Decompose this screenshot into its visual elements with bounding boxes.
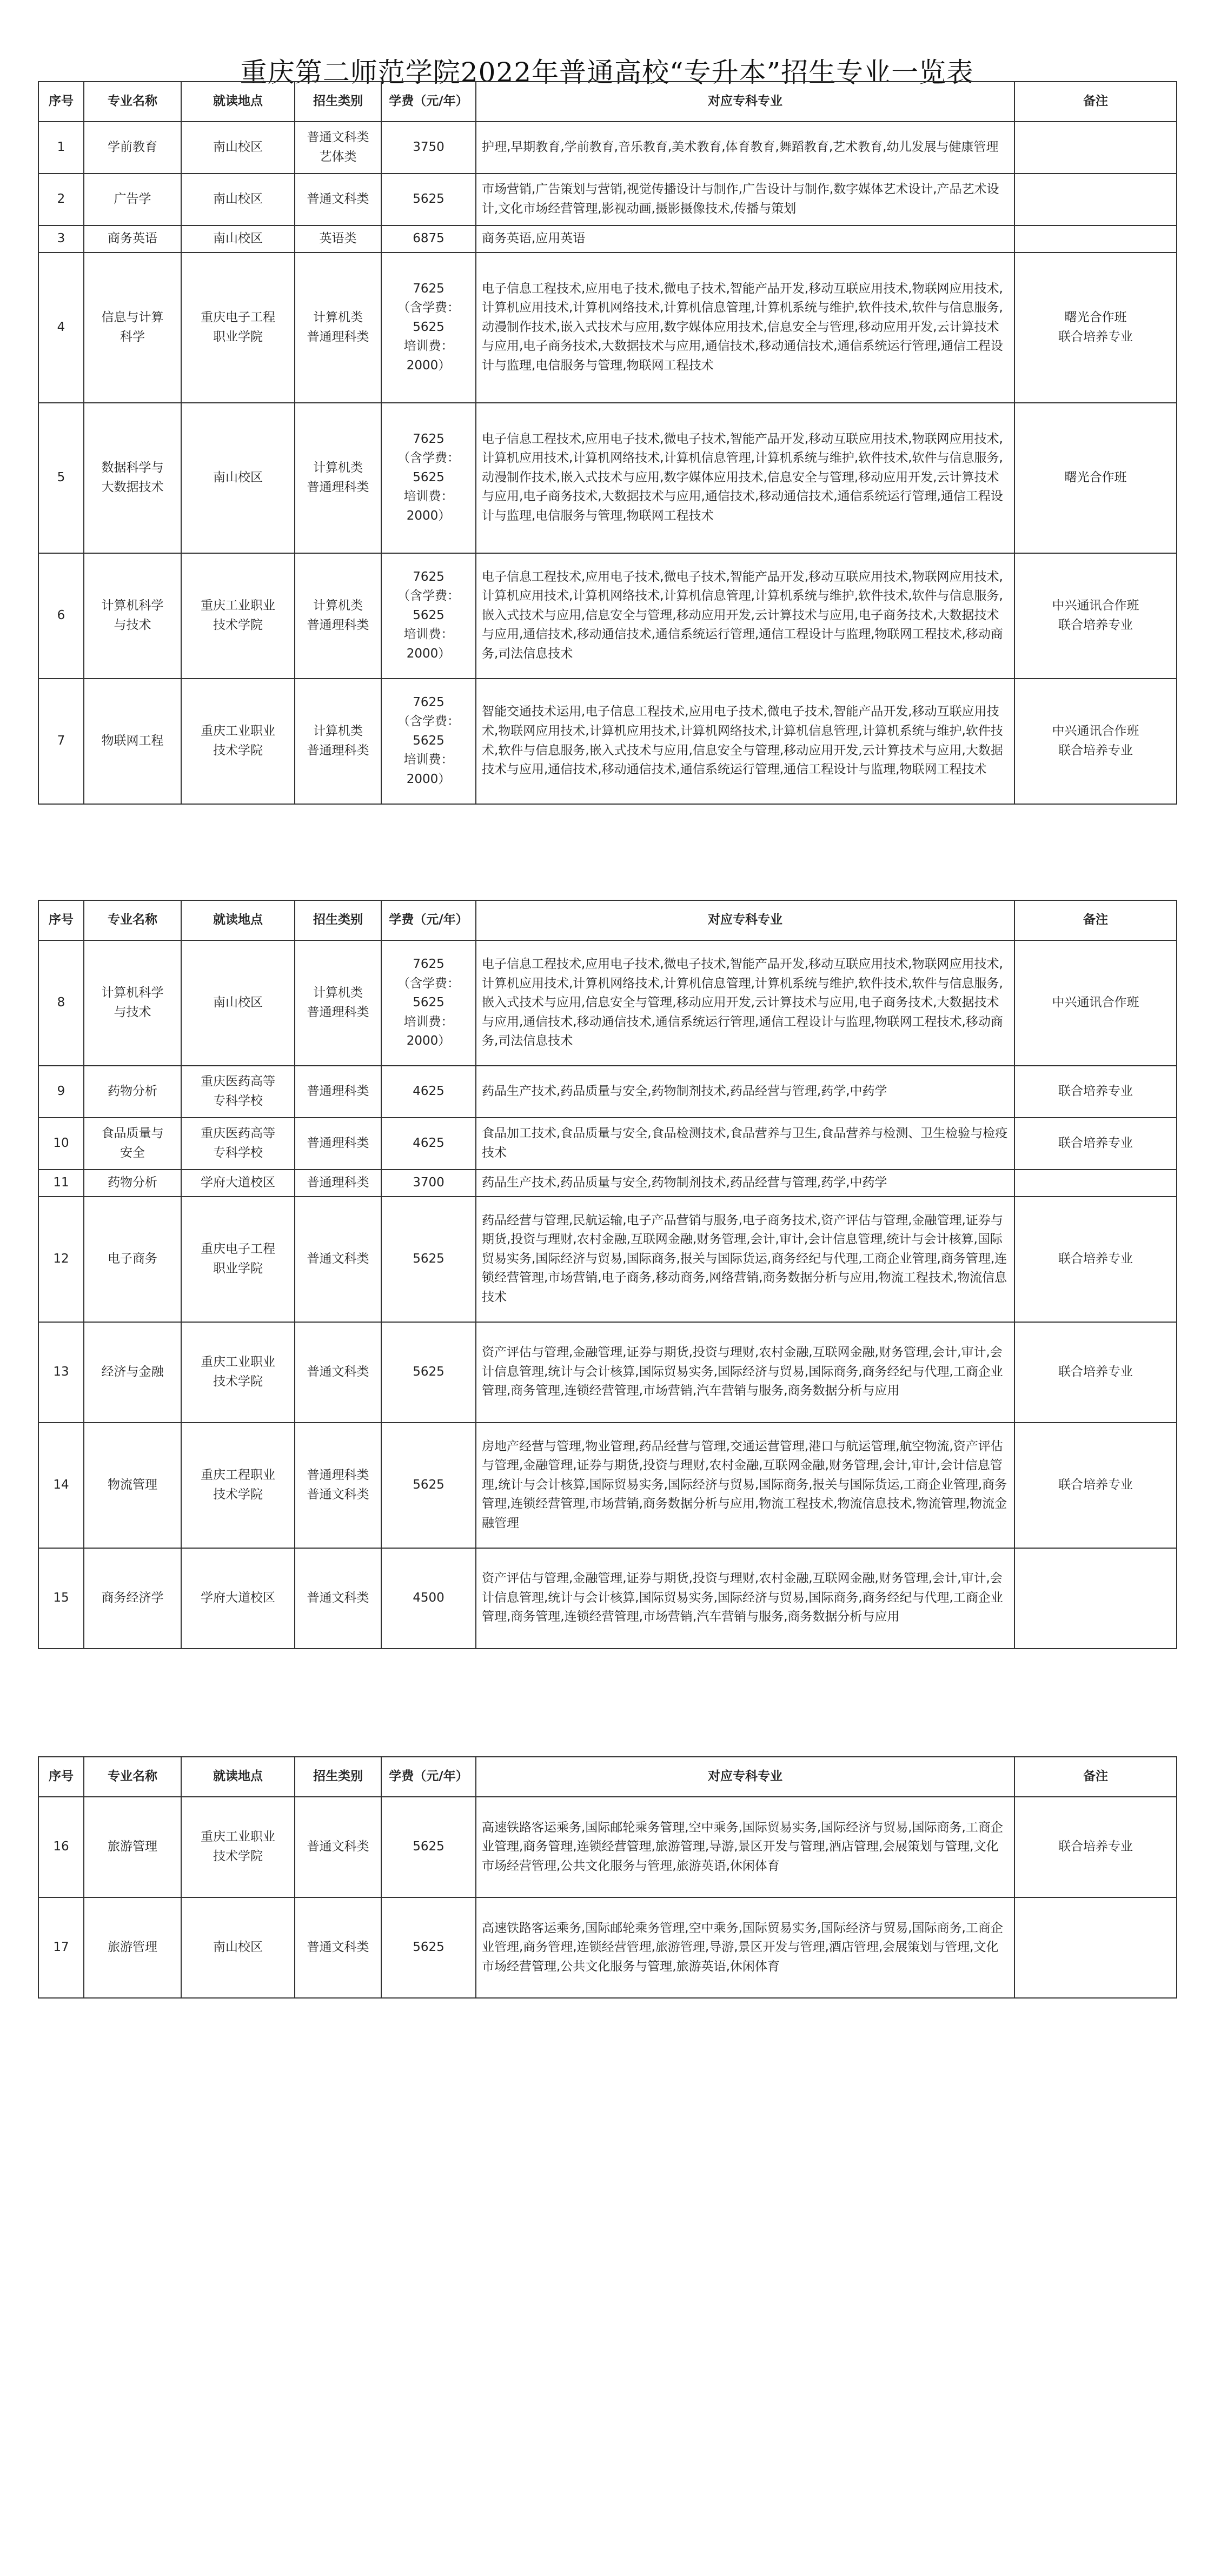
column-header: 序号 [38,1757,84,1797]
row-number: 17 [38,1897,84,1998]
tuition-fee: 5625 [381,1423,476,1548]
study-location: 学府大道校区 [181,1548,295,1649]
major-name: 药物分析 [84,1170,181,1197]
column-header: 招生类别 [295,900,381,940]
column-header: 对应专科专业 [476,1757,1014,1797]
major-name: 食品质量与 安全 [84,1118,181,1170]
study-location: 南山校区 [181,122,295,174]
table-row [38,1170,1177,1197]
remarks: 联合培养专业 [1014,1066,1177,1118]
corresponding-majors: 护理,早期教育,学前教育,音乐教育,美术教育,体育教育,舞蹈教育,艺术教育,幼儿发展与健康管理 [476,122,1014,174]
major-name: 旅游管理 [84,1897,181,1998]
study-location: 南山校区 [181,940,295,1066]
study-location: 南山校区 [181,225,295,253]
remarks: 中兴通讯合作班 联合培养专业 [1014,553,1177,679]
remarks [1014,174,1177,225]
tuition-fee: 7625 （含学费：5625 培训费：2000） [381,679,476,804]
table-row [38,1118,1177,1170]
tuition-fee: 5625 [381,174,476,225]
corresponding-majors: 商务英语,应用英语 [476,225,1014,253]
column-header: 序号 [38,82,84,122]
row-number: 1 [38,122,84,174]
column-header: 备注 [1014,82,1177,122]
enrollment-category: 普通理科类 普通文科类 [295,1423,381,1548]
table-row [38,174,1177,225]
major-name: 经济与金融 [84,1322,181,1423]
enrollment-category: 普通文科类 [295,1322,381,1423]
corresponding-majors: 电子信息工程技术,应用电子技术,微电子技术,智能产品开发,移动互联应用技术,物联网应用技术,计算机应用技术,计算机网络技术,计算机信息管理,计算机系统与维护,软件技术,软件与信息服务,嵌入式技术与应用,信息安全与管理,移动应用开发,云计算技术与应用,电子商务技术,大数据技术与应用,通信技术,移动通信技术,通信系统运行管理,通信工程设计与监理,物联网工程技术,移动商务,司法信息技术 [476,553,1014,679]
table-header-row [38,900,1177,940]
row-number: 10 [38,1118,84,1170]
remarks: 联合培养专业 [1014,1322,1177,1423]
remarks [1014,1897,1177,1998]
corresponding-majors: 资产评估与管理,金融管理,证券与期货,投资与理财,农村金融,互联网金融,财务管理,会计,审计,会计信息管理,统计与会计核算,国际贸易实务,国际经济与贸易,国际商务,商务经纪与代理,工商企业管理,商务管理,连锁经营管理,市场营销,汽车营销与服务,商务数据分析与应用 [476,1548,1014,1649]
study-location: 重庆工程职业 技术学院 [181,1423,295,1548]
row-number: 5 [38,403,84,553]
enrollment-category: 普通文科类 [295,174,381,225]
table-header-row [38,1757,1177,1797]
remarks [1014,122,1177,174]
enrollment-category: 计算机类 普通理科类 [295,403,381,553]
table-row [38,122,1177,174]
table-row [38,1797,1177,1897]
table-row [38,1548,1177,1649]
tuition-fee: 4500 [381,1548,476,1649]
column-header: 专业名称 [84,1757,181,1797]
column-header: 备注 [1014,900,1177,940]
study-location: 重庆电子工程 职业学院 [181,1197,295,1322]
tuition-fee: 4625 [381,1066,476,1118]
corresponding-majors: 药品经营与管理,民航运输,电子产品营销与服务,电子商务技术,资产评估与管理,金融管理,证券与期货,投资与理财,农村金融,互联网金融,财务管理,会计,审计,会计信息管理,统计与会计核算,国际贸易实务,国际经济与贸易,国际商务,报关与国际货运,商务经纪与代理,工商企业管理,商务管理,连锁经营管理,市场营销,电子商务,移动商务,网络营销,商务数据分析与应用,物流工程技术,物流信息技术 [476,1197,1014,1322]
row-number: 16 [38,1797,84,1897]
remarks: 中兴通讯合作班 [1014,940,1177,1066]
study-location: 重庆工业职业 技术学院 [181,1797,295,1897]
enrollment-category: 计算机类 普通理科类 [295,940,381,1066]
study-location: 南山校区 [181,1897,295,1998]
enrollment-category: 普通文科类 [295,1797,381,1897]
row-number: 7 [38,679,84,804]
corresponding-majors: 高速铁路客运乘务,国际邮轮乘务管理,空中乘务,国际贸易实务,国际经济与贸易,国际商务,工商企业管理,商务管理,连锁经营管理,旅游管理,导游,景区开发与管理,酒店管理,会展策划与管理,文化市场经营管理,公共文化服务与管理,旅游英语,休闲体育 [476,1897,1014,1998]
tuition-fee: 6875 [381,225,476,253]
major-name: 信息与计算 科学 [84,253,181,403]
tuition-fee: 5625 [381,1897,476,1998]
study-location: 重庆工业职业 技术学院 [181,553,295,679]
study-location: 重庆医药高等 专科学校 [181,1118,295,1170]
table-row [38,1197,1177,1322]
column-header: 就读地点 [181,82,295,122]
column-header: 对应专科专业 [476,900,1014,940]
remarks [1014,225,1177,253]
study-location: 重庆医药高等 专科学校 [181,1066,295,1118]
major-name: 商务经济学 [84,1548,181,1649]
tuition-fee: 5625 [381,1322,476,1423]
corresponding-majors: 智能交通技术运用,电子信息工程技术,应用电子技术,微电子技术,智能产品开发,移动互联应用技术,物联网应用技术,计算机应用技术,计算机网络技术,计算机信息管理,计算机系统与维护,软件技术,软件与信息服务,嵌入式技术与应用,信息安全与管理,移动应用开发,云计算技术与应用,大数据技术与应用,通信技术,移动通信技术,通信系统运行管理,通信工程设计与监理,物联网工程技术 [476,679,1014,804]
enrollment-category: 普通文科类 [295,1548,381,1649]
column-header: 就读地点 [181,900,295,940]
majors-table-3 [38,1756,1177,1999]
tuition-fee: 3700 [381,1170,476,1197]
tuition-fee: 4625 [381,1118,476,1170]
row-number: 12 [38,1197,84,1322]
major-name: 商务英语 [84,225,181,253]
column-header: 专业名称 [84,82,181,122]
majors-table-2 [38,900,1177,1649]
corresponding-majors: 电子信息工程技术,应用电子技术,微电子技术,智能产品开发,移动互联应用技术,物联网应用技术,计算机应用技术,计算机网络技术,计算机信息管理,计算机系统与维护,软件技术,软件与信息服务,嵌入式技术与应用,信息安全与管理,移动应用开发,云计算技术与应用,电子商务技术,大数据技术与应用,通信技术,移动通信技术,通信系统运行管理,通信工程设计与监理,物联网工程技术,移动商务,司法信息技术 [476,940,1014,1066]
major-name: 物流管理 [84,1423,181,1548]
major-name: 数据科学与 大数据技术 [84,403,181,553]
row-number: 13 [38,1322,84,1423]
tuition-fee: 7625 （含学费：5625 培训费：2000） [381,940,476,1066]
tuition-fee: 3750 [381,122,476,174]
tuition-fee: 5625 [381,1197,476,1322]
column-header: 就读地点 [181,1757,295,1797]
corresponding-majors: 资产评估与管理,金融管理,证券与期货,投资与理财,农村金融,互联网金融,财务管理,会计,审计,会计信息管理,统计与会计核算,国际贸易实务,国际经济与贸易,国际商务,商务经纪与代理,工商企业管理,商务管理,连锁经营管理,市场营销,汽车营销与服务,商务数据分析与应用 [476,1322,1014,1423]
study-location: 南山校区 [181,174,295,225]
remarks [1014,1170,1177,1197]
table-row [38,403,1177,553]
column-header: 学费（元/年） [381,900,476,940]
table-header-row [38,82,1177,122]
tuition-fee: 7625 （含学费：5625 培训费：2000） [381,553,476,679]
page-title: 重庆第二师范学院2022年普通高校“专升本”招生专业一览表 [240,57,974,88]
column-header: 学费（元/年） [381,82,476,122]
major-name: 学前教育 [84,122,181,174]
row-number: 11 [38,1170,84,1197]
corresponding-majors: 药品生产技术,药品质量与安全,药物制剂技术,药品经营与管理,药学,中药学 [476,1066,1014,1118]
table-row [38,1066,1177,1118]
corresponding-majors: 房地产经营与管理,物业管理,药品经营与管理,交通运营管理,港口与航运管理,航空物流,资产评估与管理,金融管理,证券与期货,投资与理财,农村金融,互联网金融,财务管理,会计,审计,会计信息管理,统计与会计核算,国际贸易实务,国际经济与贸易,国际商务,报关与国际货运,工商企业管理,商务管理,连锁经营管理,市场营销,商务数据分析与应用,物流工程技术,物流信息技术,物流管理,物流金融管理 [476,1423,1014,1548]
row-number: 3 [38,225,84,253]
major-name: 旅游管理 [84,1797,181,1897]
column-header: 对应专科专业 [476,82,1014,122]
row-number: 8 [38,940,84,1066]
remarks: 曙光合作班 联合培养专业 [1014,253,1177,403]
corresponding-majors: 电子信息工程技术,应用电子技术,微电子技术,智能产品开发,移动互联应用技术,物联网应用技术,计算机应用技术,计算机网络技术,计算机信息管理,计算机系统与维护,软件技术,软件与信息服务,动漫制作技术,嵌入式技术与应用,数字媒体应用技术,信息安全与管理,移动应用开发,云计算技术与应用,电子商务技术,大数据技术与应用,通信技术,移动通信技术,通信系统运行管理,通信工程设计与监理,电信服务与管理,物联网工程技术 [476,253,1014,403]
row-number: 15 [38,1548,84,1649]
row-number: 14 [38,1423,84,1548]
column-header: 招生类别 [295,82,381,122]
corresponding-majors: 电子信息工程技术,应用电子技术,微电子技术,智能产品开发,移动互联应用技术,物联网应用技术,计算机应用技术,计算机网络技术,计算机信息管理,计算机系统与维护,软件技术,软件与信息服务,动漫制作技术,嵌入式技术与应用,数字媒体应用技术,信息安全与管理,移动应用开发,云计算技术与应用,电子商务技术,大数据技术与应用,通信技术,移动通信技术,通信系统运行管理,通信工程设计与监理,电信服务与管理,物联网工程技术 [476,403,1014,553]
table-row [38,253,1177,403]
table-row [38,1423,1177,1548]
major-name: 广告学 [84,174,181,225]
enrollment-category: 普通文科类 艺体类 [295,122,381,174]
remarks: 曙光合作班 [1014,403,1177,553]
enrollment-category: 普通理科类 [295,1170,381,1197]
table-row [38,679,1177,804]
enrollment-category: 计算机类 普通理科类 [295,253,381,403]
corresponding-majors: 高速铁路客运乘务,国际邮轮乘务管理,空中乘务,国际贸易实务,国际经济与贸易,国际商务,工商企业管理,商务管理,连锁经营管理,旅游管理,导游,景区开发与管理,酒店管理,会展策划与管理,文化市场经营管理,公共文化服务与管理,旅游英语,休闲体育 [476,1797,1014,1897]
column-header: 学费（元/年） [381,1757,476,1797]
remarks: 中兴通讯合作班 联合培养专业 [1014,679,1177,804]
row-number: 2 [38,174,84,225]
tuition-fee: 5625 [381,1797,476,1897]
enrollment-category: 英语类 [295,225,381,253]
enrollment-category: 计算机类 普通理科类 [295,679,381,804]
column-header: 序号 [38,900,84,940]
major-name: 物联网工程 [84,679,181,804]
remarks: 联合培养专业 [1014,1797,1177,1897]
enrollment-category: 计算机类 普通理科类 [295,553,381,679]
major-name: 计算机科学 与技术 [84,553,181,679]
remarks: 联合培养专业 [1014,1118,1177,1170]
enrollment-category: 普通理科类 [295,1118,381,1170]
study-location: 重庆电子工程 职业学院 [181,253,295,403]
row-number: 9 [38,1066,84,1118]
study-location: 学府大道校区 [181,1170,295,1197]
corresponding-majors: 食品加工技术,食品质量与安全,食品检测技术,食品营养与卫生,食品营养与检测、卫生检验与检疫技术 [476,1118,1014,1170]
major-name: 药物分析 [84,1066,181,1118]
tuition-fee: 7625 （含学费：5625 培训费：2000） [381,403,476,553]
enrollment-category: 普通文科类 [295,1897,381,1998]
remarks: 联合培养专业 [1014,1423,1177,1548]
table-row [38,225,1177,253]
column-header: 招生类别 [295,1757,381,1797]
major-name: 计算机科学 与技术 [84,940,181,1066]
major-name: 电子商务 [84,1197,181,1322]
enrollment-category: 普通文科类 [295,1197,381,1322]
table-row [38,1897,1177,1998]
study-location: 重庆工业职业 技术学院 [181,679,295,804]
majors-table-1 [38,81,1177,805]
tuition-fee: 7625 （含学费：5625 培训费：2000） [381,253,476,403]
remarks: 联合培养专业 [1014,1197,1177,1322]
table-row [38,940,1177,1066]
study-location: 重庆工业职业 技术学院 [181,1322,295,1423]
column-header: 备注 [1014,1757,1177,1797]
column-header: 专业名称 [84,900,181,940]
row-number: 6 [38,553,84,679]
table-row [38,553,1177,679]
remarks [1014,1548,1177,1649]
corresponding-majors: 药品生产技术,药品质量与安全,药物制剂技术,药品经营与管理,药学,中药学 [476,1170,1014,1197]
study-location: 南山校区 [181,403,295,553]
table-row [38,1322,1177,1423]
corresponding-majors: 市场营销,广告策划与营销,视觉传播设计与制作,广告设计与制作,数字媒体艺术设计,产品艺术设计,文化市场经营管理,影视动画,摄影摄像技术,传播与策划 [476,174,1014,225]
enrollment-category: 普通理科类 [295,1066,381,1118]
row-number: 4 [38,253,84,403]
